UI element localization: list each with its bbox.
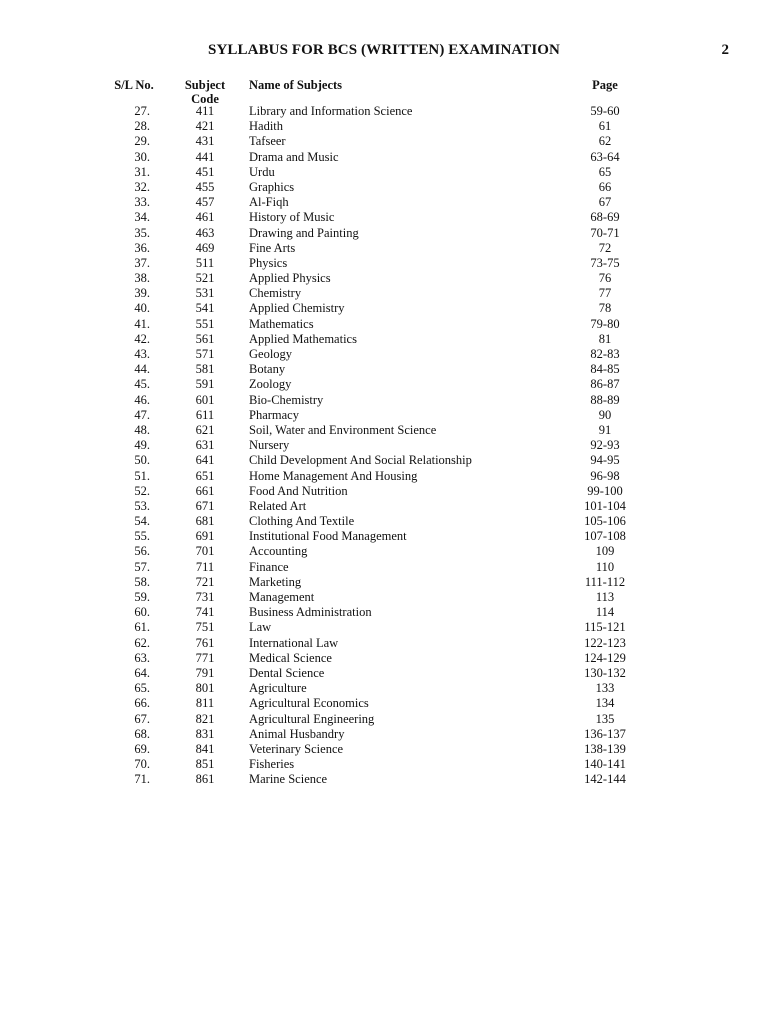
serial-number: 64. [134,665,150,680]
page-range: 115-121 [584,620,626,635]
table-row [0,712,768,727]
page-range: 68-69 [590,210,620,225]
table-row [0,605,768,620]
subject-code: 581 [195,362,215,377]
subject-code: 701 [195,544,215,559]
serial-number: 70. [134,757,150,772]
page-range: 66 [598,179,612,194]
subject-code: 851 [195,757,215,772]
subject-name: Dental Science [249,665,325,680]
page-range: 79-80 [590,316,620,331]
serial-number: 33. [134,195,150,210]
table-row [0,620,768,635]
table-row [0,727,768,742]
page-range: 78 [598,301,612,316]
serial-number: 48. [134,422,150,437]
serial-number: 28. [134,119,150,134]
table-row [0,362,768,377]
table-row [0,226,768,241]
serial-number: 53. [134,498,150,513]
subject-name: Drawing and Painting [249,225,359,240]
page-range: 67 [598,195,612,210]
subject-code: 711 [195,559,215,574]
serial-number: 71. [134,772,150,787]
subject-name: Finance [249,559,289,574]
subject-code: 591 [195,377,215,392]
table-row [0,301,768,316]
table-row [0,423,768,438]
table-row [0,469,768,484]
subject-name: Child Development And Social Relationship [249,453,472,468]
table-row [0,393,768,408]
subject-name: Veterinary Science [249,741,344,756]
subject-name: Applied Mathematics [249,331,357,346]
page-range: 111-112 [584,574,626,589]
subject-name: Zoology [249,377,292,392]
serial-number: 65. [134,681,150,696]
table-row [0,666,768,681]
subject-name: Business Administration [249,605,372,620]
page-range: 63-64 [590,149,620,164]
page-range: 130-132 [584,665,626,680]
subject-code: 571 [195,347,215,361]
page-range: 122-123 [584,635,626,650]
page-range: 142-144 [584,772,626,787]
subject-code: 731 [195,590,215,604]
subject-name: Fine Arts [249,240,296,255]
subject-name: Marine Science [249,772,328,787]
page-range: 92-93 [590,438,620,453]
table-row [0,134,768,149]
subject-code: 821 [195,711,215,726]
column-header-subject-code [176,78,234,106]
serial-number: 38. [134,271,150,286]
subject-name: Urdu [249,164,275,179]
serial-number: 59. [134,590,150,604]
serial-number: 41. [134,316,150,331]
serial-number: 50. [134,453,150,468]
page-range: 136-137 [584,726,626,741]
serial-number: 54. [134,514,150,529]
subject-code: 681 [195,514,215,529]
page-range: 101-104 [584,498,626,513]
serial-number: 47. [134,407,150,422]
subject-code: 751 [195,620,215,635]
subject-code: 441 [195,149,215,164]
subject-name: Geology [249,347,293,361]
table-row [0,104,768,119]
subject-table [0,104,768,787]
subject-code: 721 [195,574,215,589]
table-row [0,681,768,696]
serial-number: 66. [134,696,150,711]
subject-code: 421 [195,119,215,134]
serial-number: 45. [134,377,150,392]
page-range: 84-85 [590,362,620,377]
serial-number: 60. [134,605,150,620]
table-row [0,772,768,787]
serial-number: 57. [134,559,150,574]
subject-code: 811 [195,696,215,711]
table-row [0,560,768,575]
subject-name: History of Music [249,210,335,225]
subject-name: Applied Physics [249,271,331,286]
subject-name: Graphics [249,179,295,194]
subject-code: 463 [195,225,215,240]
subject-name: Home Management And Housing [249,468,418,483]
page-range: 140-141 [584,757,626,772]
serial-number: 67. [134,711,150,726]
table-row [0,210,768,225]
subject-name: Marketing [249,574,302,589]
subject-name: International Law [249,635,339,650]
subject-name: Agricultural Economics [249,696,369,711]
page-range: 114 [595,605,615,620]
serial-number: 30. [134,149,150,164]
serial-number: 69. [134,741,150,756]
subject-name: Law [249,620,272,635]
subject-code: 761 [195,635,215,650]
subject-name: Drama and Music [249,149,339,164]
subject-name: Animal Husbandry [249,726,345,741]
table-row [0,347,768,362]
table-row [0,575,768,590]
serial-number: 49. [134,438,150,453]
page-range: 135 [595,711,615,726]
table-row [0,150,768,165]
page-range: 99-100 [587,483,623,498]
subject-name: Medical Science [249,650,332,665]
subject-code: 461 [195,210,215,225]
subject-name: Pharmacy [249,407,299,422]
subject-code: 457 [195,195,215,210]
page-range: 72 [598,240,612,255]
serial-number: 61. [134,620,150,635]
column-header-page: Page [592,78,618,92]
subject-name: Library and Information Science [249,104,413,118]
table-row [0,165,768,180]
table-row [0,757,768,772]
subject-name: Management [249,590,315,604]
table-row [0,438,768,453]
table-row [0,332,768,347]
page-range: 65 [598,164,612,179]
serial-number: 42. [134,331,150,346]
page-range: 96-98 [590,468,620,483]
page-range: 134 [595,696,615,711]
subject-name: Clothing And Textile [249,514,355,529]
column-header-name-of-subjects: Name of Subjects [249,78,343,92]
subject-name: Applied Chemistry [249,301,345,316]
subject-code: 801 [195,681,215,696]
subject-code: 661 [195,483,215,498]
table-row [0,317,768,332]
subject-name: Hadith [249,119,284,134]
table-row [0,377,768,392]
table-row [0,529,768,544]
subject-code: 451 [195,164,215,179]
subject-name: Food And Nutrition [249,483,348,498]
page-range: 110 [595,559,615,574]
table-row [0,286,768,301]
table-row [0,544,768,559]
subject-code: 841 [195,741,215,756]
subject-code: 671 [195,498,215,513]
table-row [0,408,768,423]
serial-number: 43. [134,347,150,361]
subject-name: Nursery [249,438,290,453]
page-range: 59-60 [590,104,620,118]
subject-name: Physics [249,255,288,270]
table-row [0,453,768,468]
serial-number: 46. [134,392,150,407]
table-row [0,484,768,499]
page-range: 138-139 [584,741,626,756]
subject-code: 541 [195,301,215,316]
subject-code: 691 [195,529,215,544]
serial-number: 52. [134,483,150,498]
table-row [0,256,768,271]
serial-number: 62. [134,635,150,650]
column-header-subject-code-line1: Subject [184,78,226,92]
page-range: 105-106 [584,514,626,529]
table-row [0,590,768,605]
subject-name: Botany [249,362,286,377]
subject-code: 651 [195,468,215,483]
subject-code: 621 [195,422,215,437]
serial-number: 27. [134,104,150,118]
subject-code: 551 [195,316,215,331]
page-range: 109 [595,544,615,559]
table-row [0,499,768,514]
serial-number: 68. [134,726,150,741]
subject-name: Agricultural Engineering [249,711,375,726]
serial-number: 37. [134,255,150,270]
subject-name: Fisheries [249,757,295,772]
table-row [0,651,768,666]
subject-code: 561 [195,331,215,346]
page-range: 124-129 [584,650,626,665]
serial-number: 35. [134,225,150,240]
serial-number: 34. [134,210,150,225]
serial-number: 55. [134,529,150,544]
subject-name: Bio-Chemistry [249,392,324,407]
page-range: 73-75 [590,255,620,270]
page-range: 82-83 [590,347,620,361]
subject-name: Institutional Food Management [249,529,407,544]
table-row [0,696,768,711]
subject-code: 631 [195,438,215,453]
subject-name: Al-Fiqh [249,195,289,210]
subject-code: 611 [195,407,215,422]
subject-name: Tafseer [249,134,286,149]
subject-code: 861 [195,772,215,787]
page-range: 90 [598,407,612,422]
subject-code: 601 [195,392,215,407]
subject-code: 741 [195,605,215,620]
page-range: 81 [598,331,612,346]
page-range: 113 [595,590,615,604]
subject-name: Related Art [249,498,307,513]
table-row [0,195,768,210]
page-range: 88-89 [590,392,620,407]
subject-name: Mathematics [249,316,314,331]
page-number: 2 [721,42,729,58]
subject-name: Agriculture [249,681,307,696]
page-range: 107-108 [584,529,626,544]
subject-code: 469 [195,240,215,255]
table-row [0,241,768,256]
subject-name: Chemistry [249,286,302,301]
table-row [0,271,768,286]
serial-number: 39. [134,286,150,301]
subject-name: Accounting [249,544,308,559]
serial-number: 56. [134,544,150,559]
column-header-sl-no: S/L No. [114,78,154,92]
page-range: 62 [598,134,612,149]
subject-code: 641 [195,453,215,468]
serial-number: 51. [134,468,150,483]
subject-code: 521 [195,271,215,286]
serial-number: 58. [134,574,150,589]
page-range: 61 [598,119,612,134]
table-row [0,119,768,134]
subject-code: 531 [195,286,215,301]
serial-number: 40. [134,301,150,316]
table-row [0,514,768,529]
table-row [0,742,768,757]
page-range: 133 [595,681,615,696]
page-range: 86-87 [590,377,620,392]
serial-number: 29. [134,134,150,149]
serial-number: 36. [134,240,150,255]
subject-code: 791 [195,665,215,680]
page-range: 76 [598,271,612,286]
subject-code: 411 [195,104,215,118]
page-range: 77 [598,286,612,301]
column-header-subject-code-line2: Code [191,92,219,106]
page-range: 91 [598,422,612,437]
page-range: 94-95 [590,453,620,468]
serial-number: 63. [134,650,150,665]
subject-code: 831 [195,726,215,741]
page-range: 70-71 [590,225,620,240]
serial-number: 31. [134,164,150,179]
subject-code: 511 [195,255,215,270]
table-row [0,180,768,195]
subject-code: 431 [195,134,215,149]
serial-number: 44. [134,362,150,377]
page-title: SYLLABUS FOR BCS (WRITTEN) EXAMINATION [208,42,560,58]
table-row [0,636,768,651]
serial-number: 32. [134,179,150,194]
subject-code: 455 [195,179,215,194]
subject-name: Soil, Water and Environment Science [249,422,437,437]
subject-code: 771 [195,650,215,665]
